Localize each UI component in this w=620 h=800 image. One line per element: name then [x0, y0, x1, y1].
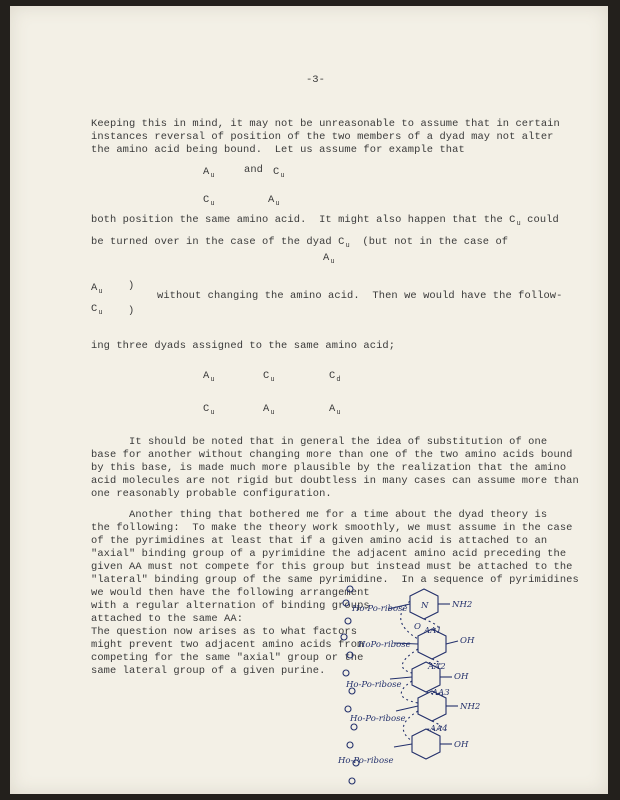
- text-line: instances reversal of position of the two members of a dyad may not alter: [91, 131, 554, 143]
- text-line: by this base, is made much more plausible by the realization that the amino: [91, 462, 567, 474]
- ribose-label: Ho-Po-ribose: [346, 680, 402, 690]
- text-line: Keeping this in mind, it may not be unreasonable to assume that in certain: [91, 118, 560, 130]
- bracket: ): [128, 305, 135, 317]
- dyad-letter: $A_u$: [329, 403, 341, 417]
- group-label: OH: [454, 672, 469, 682]
- text-line: "lateral" binding group of the same pyrimidine. In a sequence of pyrimidines: [91, 574, 579, 586]
- text-line: both position the same amino acid. It might also happen that the $C_u$ could: [91, 214, 559, 228]
- group-label: OH: [454, 740, 469, 750]
- text-line: the amino acid being bound. Let us assume for example that: [91, 144, 465, 156]
- amino-acid-label: AA4: [430, 724, 448, 734]
- ribose-label: Ho-Po-ribose: [350, 714, 406, 724]
- dyad-letter: $C_u$: [203, 403, 215, 417]
- atom-label: N: [421, 601, 429, 611]
- dyad-letter: $C_u$: [263, 370, 275, 384]
- text-line: the following: To make the theory work smoothly, we must assume in the case: [91, 522, 573, 534]
- dyad-letter: $C_d$: [329, 370, 341, 384]
- group-label: NH2: [460, 702, 481, 712]
- bracket: ): [128, 280, 135, 292]
- atom-label: O: [414, 622, 421, 632]
- text-line: The question now arises as to what factors: [91, 626, 358, 638]
- dyad-letter: $C_u$: [91, 303, 103, 317]
- group-label: NH2: [452, 600, 473, 610]
- and-word: and: [244, 164, 264, 176]
- handwritten-chain-sketch: [328, 581, 558, 791]
- amino-acid-label: AA2: [428, 662, 446, 672]
- text-line: attached to the same AA:: [91, 613, 244, 625]
- dyad-letter: $A_u$: [268, 194, 280, 208]
- text-line: It should be noted that in general the idea of substitution of one: [91, 436, 548, 448]
- text-line: acid molecules are not rigid but doubtless in many cases can assume more than: [91, 475, 579, 487]
- text-line: one reasonably probable configuration.: [91, 488, 332, 500]
- text-line: Another thing that bothered me for a time about the dyad theory is: [91, 509, 548, 521]
- dyad-letter: $A_u$: [203, 370, 215, 384]
- text-line: with a regular alternation of binding groups: [91, 600, 370, 612]
- text-line: we would then have the following arrangement: [91, 587, 370, 599]
- text-line: of the pyrimidines at least that if a given amino acid is attached to an: [91, 535, 548, 547]
- dyad-letter: $A_u$: [91, 282, 103, 296]
- dyad-letter: $C_u$: [273, 166, 285, 180]
- ribose-label: Ho-Po-ribose: [352, 604, 408, 614]
- dyad-letter: $A_u$: [203, 166, 215, 180]
- text-line: without changing the amino acid. Then we would have the follow-: [157, 290, 563, 302]
- text-line: "axial" binding group of a pyrimidine the adjacent amino acid preceding the: [91, 548, 567, 560]
- page-number: -3-: [306, 74, 325, 86]
- text-line: ing three dyads assigned to the same amino acid;: [91, 340, 396, 352]
- amino-acid-label: AA3: [432, 688, 450, 698]
- text-line: competing for the same "axial" group or the: [91, 652, 364, 664]
- amino-acid-label: AA1: [424, 626, 442, 636]
- text-line: might prevent two adjacent amino acids from: [91, 639, 364, 651]
- ribose-label: HoPo-ribose: [358, 640, 411, 650]
- dyad-letter: $C_u$: [203, 194, 215, 208]
- document-page: [10, 6, 608, 794]
- dyad-letter: $A_u$: [323, 252, 335, 266]
- text-line: base for another without changing more than one of the two amino acids bound: [91, 449, 573, 461]
- dyad-letter: $A_u$: [263, 403, 275, 417]
- text-line: be turned over in the case of the dyad $C_u$ (but not in the case of: [91, 236, 509, 250]
- text-line: given AA must not compete for this group but instead must be attached to the: [91, 561, 573, 573]
- group-label: OH: [460, 636, 475, 646]
- text-line: same lateral group of a given purine.: [91, 665, 326, 677]
- ribose-label: Ho-Po-ribose: [338, 756, 394, 766]
